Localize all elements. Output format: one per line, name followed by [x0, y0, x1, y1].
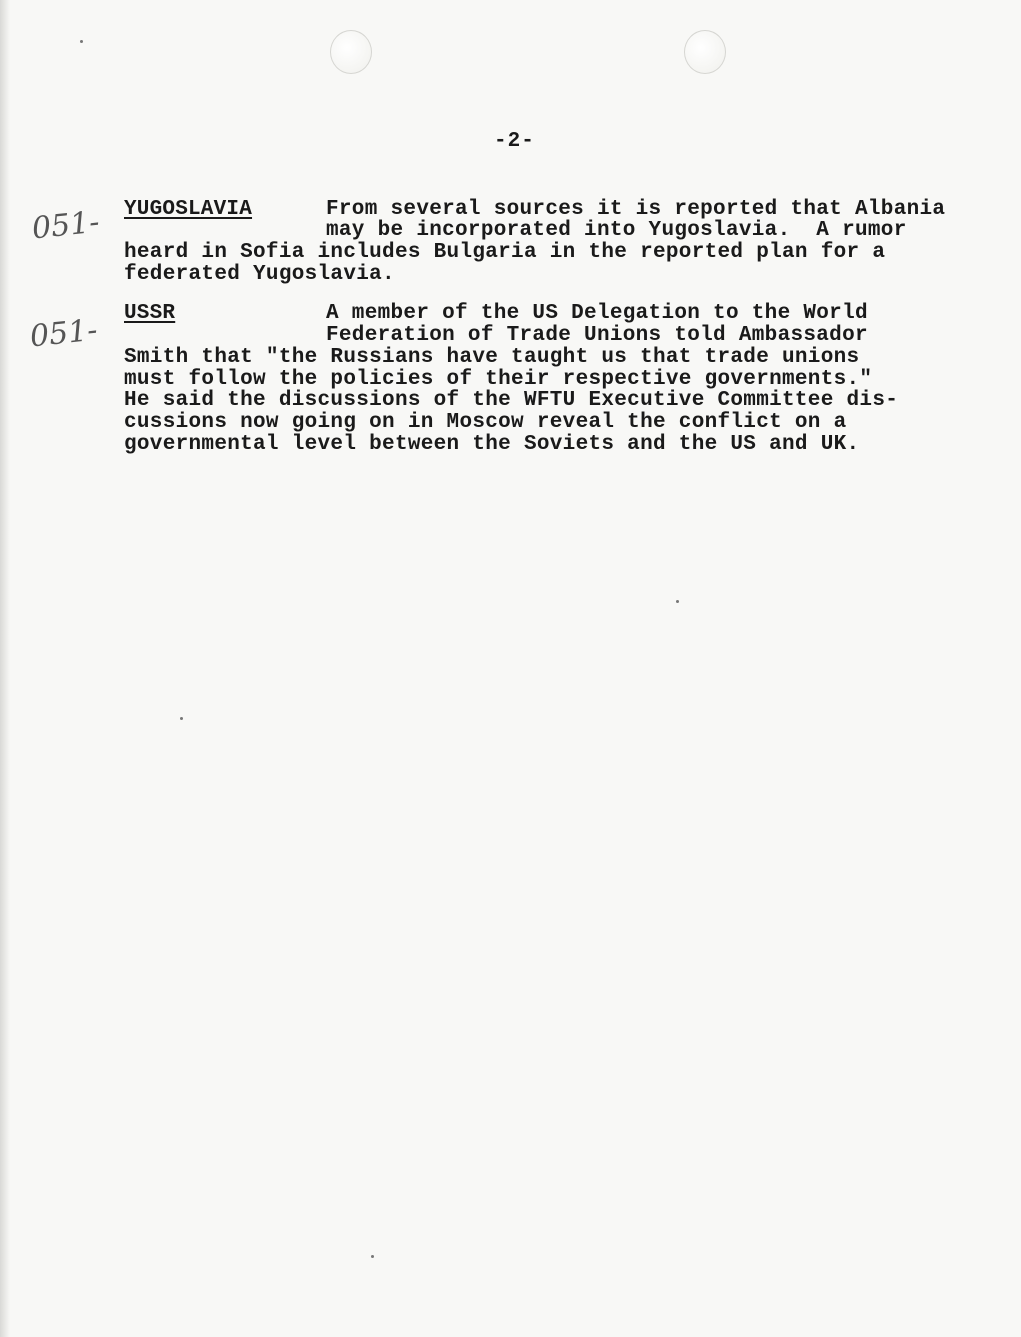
- yugoslavia-line-1: From several sources it is reported that Albania: [326, 198, 946, 221]
- margin-note-ussr: 051-: [28, 312, 100, 355]
- section-heading-yugoslavia: YUGOSLAVIA: [124, 198, 253, 221]
- page-number: -2-: [494, 130, 535, 153]
- section-heading-ussr: USSR: [124, 302, 176, 325]
- page-edge-shadow: [0, 0, 10, 1337]
- paper-speck: [676, 600, 679, 603]
- ussr-line-3: Smith that "the Russians have taught us that trade unions: [124, 346, 860, 369]
- ussr-line-1: A member of the US Delegation to the World: [326, 302, 868, 325]
- ussr-line-6: cussions now going on in Moscow reveal the conflict on a: [124, 411, 847, 434]
- ussr-line-5: He said the discussions of the WFTU Executive Committee dis-: [124, 389, 899, 412]
- paper-speck: [80, 40, 83, 43]
- yugoslavia-line-3: heard in Sofia includes Bulgaria in the reported plan for a: [124, 241, 886, 264]
- margin-note-yugoslavia: 051-: [30, 204, 102, 247]
- punch-hole-left: [330, 30, 372, 74]
- yugoslavia-line-2: may be incorporated into Yugoslavia. A rumor: [326, 219, 907, 242]
- yugoslavia-line-4: federated Yugoslavia.: [124, 263, 395, 286]
- punch-hole-right: [684, 30, 726, 74]
- ussr-line-4: must follow the policies of their respective governments.": [124, 368, 873, 391]
- paper-speck: [371, 1255, 374, 1258]
- ussr-line-7: governmental level between the Soviets and the US and UK.: [124, 433, 860, 456]
- ussr-line-2: Federation of Trade Unions told Ambassador: [326, 324, 868, 347]
- paper-speck: [180, 717, 183, 720]
